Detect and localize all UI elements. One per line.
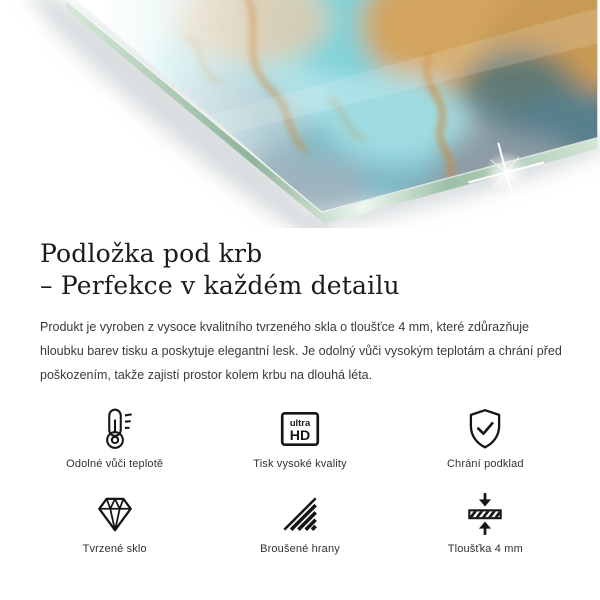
feature-polished-edges	[207, 491, 392, 555]
product-description: Produkt je vyroben z vysoce kvalitního tvrzeného skla o tloušťce 4 mm, které zdůrazňuje hloubku barev tisku a poskytuje elegantní lesk. Je odolný vůči vysokým teplotám a chrání před poškozením, takže zajistí prostor kolem krbu na dlouhá léta.	[40, 320, 562, 382]
feature-label: Chrání podklad	[446, 458, 524, 470]
feature-label: Tvrzené sklo	[82, 543, 147, 555]
feature-label: Tloušťka 4 mm	[447, 543, 523, 555]
ultra-hd-icon	[277, 406, 323, 452]
thermometer-icon	[92, 406, 138, 452]
page-title-line1: Podložka pod krb	[40, 239, 263, 268]
feature-grid	[22, 406, 578, 555]
thickness-icon	[462, 491, 508, 537]
product-photo	[0, 0, 600, 228]
feature-protects-base	[393, 406, 578, 470]
feature-label: Broušené hrany	[260, 543, 340, 555]
page-title-line2: – Perfekce v každém detailu	[40, 271, 400, 300]
glass-panel-image	[0, 0, 600, 228]
feature-label: Odolné vůči teplotě	[66, 458, 164, 470]
page-title	[40, 238, 560, 302]
polished-edges-icon	[277, 491, 323, 537]
ultra-hd-text-top: ultra	[289, 416, 311, 428]
ultra-hd-text-bottom: HD	[289, 426, 311, 443]
feature-tempered-glass	[22, 491, 207, 555]
feature-heat-resistant	[22, 406, 207, 470]
diamond-icon	[92, 491, 138, 537]
shield-check-icon	[462, 406, 508, 452]
feature-thickness	[393, 491, 578, 555]
feature-print-quality	[207, 406, 392, 470]
feature-label: Tisk vysoké kvality	[253, 458, 347, 470]
